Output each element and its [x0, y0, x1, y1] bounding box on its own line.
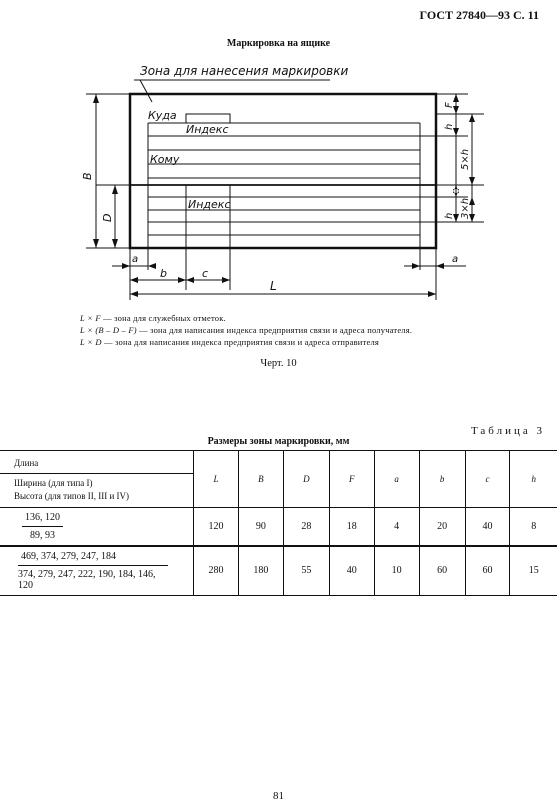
legend-item: L × (B – D – F) — зона для написания индекса предприятия связи и адреса получателя.: [80, 325, 413, 335]
index-bottom-label: Индекс: [188, 198, 231, 211]
value-cell: 4: [374, 508, 419, 546]
col-header: a: [374, 451, 419, 508]
value-cell: 120: [194, 508, 239, 546]
dim-a-left-label: a: [132, 254, 139, 265]
value-cell: 90: [238, 508, 283, 546]
col-header: c: [465, 451, 510, 508]
dim-b-label: B: [81, 172, 94, 180]
dim-f-label: F: [444, 102, 455, 108]
table-caption: Размеры зоны маркировки, мм: [207, 436, 350, 447]
table-number: Таблица 3: [470, 425, 545, 437]
size-cell: $\frac{469, 374, 279, 247, 184}{374, 279, 247, 222, 190, 184, 146, 120}$: [0, 546, 194, 596]
dim-l-label: L: [270, 279, 277, 293]
header-first-cell: Длина Ширина (для типа I) Высота (для типов II, III и IV): [0, 451, 194, 508]
value-cell: 15: [510, 546, 557, 596]
dim-b-small-label: b: [160, 267, 167, 280]
value-cell: 60: [465, 546, 510, 596]
value-cell: 20: [419, 508, 465, 546]
col-header: D: [283, 451, 329, 508]
table-row: [0, 546, 557, 596]
col-header: b: [419, 451, 465, 508]
col-header: F: [329, 451, 374, 508]
value-cell: 280: [194, 546, 239, 596]
dim-c-label: c: [202, 267, 209, 280]
size-cell: $\frac{136, 120}{89, 93}$: [0, 508, 194, 546]
value-cell: 40: [465, 508, 510, 546]
komu-label: Кому: [150, 153, 180, 166]
value-cell: 40: [329, 546, 374, 596]
kuda-label: Куда: [148, 109, 177, 122]
value-cell: 60: [419, 546, 465, 596]
figure-caption: Черт. 10: [260, 358, 297, 369]
value-cell: 18: [329, 508, 374, 546]
section-title: Маркировка на ящике: [226, 38, 331, 49]
table-row: [0, 508, 557, 546]
legend-item: L × D — зона для написания индекса предприятия связи и адреса отправителя: [80, 337, 379, 347]
dim-d-label: D: [101, 213, 114, 222]
page-number: 81: [273, 790, 284, 802]
value-cell: 10: [374, 546, 419, 596]
dim-h2-label: h: [444, 212, 455, 219]
value-cell: 180: [238, 546, 283, 596]
dim-a-right-label: a: [452, 254, 459, 265]
col-header: B: [238, 451, 283, 508]
col-header: h: [510, 451, 557, 508]
dimensions-table: [0, 450, 557, 596]
dim-5h-label: 5×h: [460, 148, 471, 170]
legend-item: L × F — зона для служебных отметок.: [80, 313, 226, 323]
col-header: L: [194, 451, 239, 508]
dim-h1-label: h: [444, 123, 455, 130]
zone-label: Зона для нанесения маркировки: [140, 64, 349, 78]
value-cell: 55: [283, 546, 329, 596]
table-header-row: [0, 451, 557, 508]
value-cell: 8: [510, 508, 557, 546]
document-reference: ГОСТ 27840—93 С. 11: [419, 8, 539, 22]
index-top-label: Индекс: [186, 123, 229, 136]
value-cell: 28: [283, 508, 329, 546]
dim-3h-label: 3×h: [460, 197, 471, 219]
